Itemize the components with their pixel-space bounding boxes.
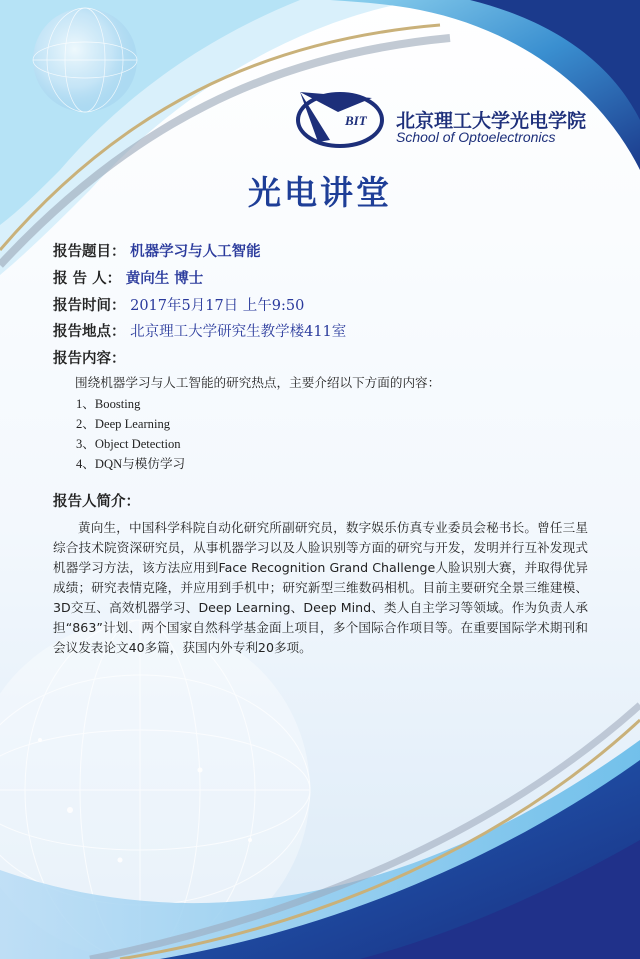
- time-label: 报告时间：: [53, 298, 126, 314]
- list-item: 3、Object Detection: [76, 437, 181, 451]
- list-item: 1、Boosting: [76, 397, 141, 411]
- time-value: 2017年5月17日 上午9:50: [130, 298, 305, 314]
- speaker-label: 报 告 人：: [53, 271, 122, 287]
- poster-title: 光电讲堂: [248, 173, 392, 212]
- content-label: 报告内容：: [53, 351, 126, 367]
- place-value: 北京理工大学研究生教学楼411室: [130, 324, 347, 340]
- topic-value: 机器学习与人工智能: [130, 244, 261, 260]
- school-name-en: School of Optoelectronics: [396, 129, 556, 145]
- topic-row: [53, 240, 261, 261]
- logo-mark-text: BIT: [345, 113, 367, 128]
- list-item: 4、DQN与模仿学习: [76, 457, 186, 471]
- bio-block: [53, 518, 588, 658]
- speaker-value: 黄向生 博士: [125, 271, 204, 287]
- speaker-row: [53, 267, 203, 288]
- content-list: [76, 394, 185, 474]
- school-name-cn: 北京理工大学光电学院: [396, 110, 587, 132]
- bio-label: 报告人简介：: [53, 494, 140, 510]
- bio-text: 黄向生，中国科学科院自动化研究所副研究员，数字娱乐仿真专业委员会秘书长。曾任三星综合技术院资深研究员，从事机器学习以及人脸识别等方面的研究与开发，发明并行互补发现式机器学习方法，该方法应用到Face Recognition Grand Challenge人脸识别大赛，并取得优异成绩；研究表情克隆，并应用到手机中；研究新型三维数码相机。目前主要研究全景三维建模、3D交互、高效机器学习、Deep Learning、Deep Mind、类人自主学习等领域。作为负责人承担“863”计划、两个国家自然科学基金面上项目，多个国际合作项目等。在重要国际学术期刊和会议发表论文40多篇，获国内外专利20多项。: [53, 520, 588, 655]
- time-row: [53, 294, 304, 315]
- place-row: [53, 320, 346, 341]
- place-label: 报告地点：: [53, 324, 126, 340]
- topic-label: 报告题目：: [53, 244, 126, 260]
- list-item: 2、Deep Learning: [76, 417, 171, 431]
- bio-heading: [53, 490, 140, 511]
- content-heading: [53, 347, 126, 368]
- content-intro: 围绕机器学习与人工智能的研究热点，主要介绍以下方面的内容：: [75, 375, 441, 390]
